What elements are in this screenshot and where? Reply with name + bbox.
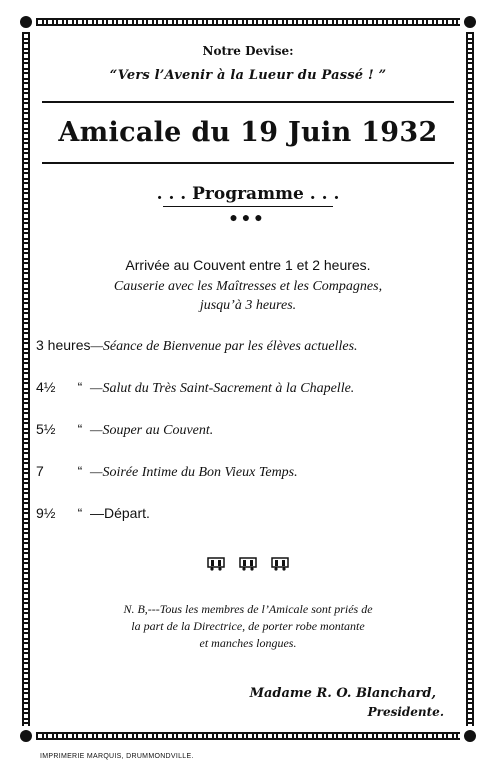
arrival-text: Arrivée au Couvent entre 1 et 2 heures. <box>125 257 371 273</box>
schedule-activity: —Soirée Intime du Bon Vieux Temps. <box>90 465 298 480</box>
note-line: la part de la Directrice, de porter robe montante <box>131 619 365 633</box>
note-line: et manches longues. <box>199 636 297 650</box>
programme-heading <box>36 184 460 207</box>
ditto-mark: “ <box>77 505 83 521</box>
programme-dots: ●●● <box>229 211 267 226</box>
schedule-row <box>36 505 460 547</box>
schedule-time: 7 <box>36 463 44 479</box>
schedule-list <box>36 337 460 547</box>
corner-ornament <box>20 730 32 742</box>
schedule-time: 9½ <box>36 505 56 521</box>
motto: “Vers l’Avenir à la Lueur du Passé ! ” <box>109 68 387 83</box>
note-line: N. B,---Tous les membres de l’Amicale sont priés de <box>123 602 373 616</box>
corner-ornament <box>20 16 32 28</box>
divider-rule <box>42 101 454 103</box>
schedule-row <box>36 379 460 421</box>
printer-imprint: IMPRIMERIE MARQUIS, DRUMMONDVILLE. <box>40 753 194 760</box>
schedule-row <box>36 337 460 379</box>
programme-heading-text: . . . Programme . . . <box>156 184 340 204</box>
schedule-time: 4½ <box>36 379 56 395</box>
schedule-time: 5½ <box>36 421 56 437</box>
ornament-row <box>36 557 460 571</box>
signature-name: Madame R. O. Blanchard, <box>249 686 436 701</box>
page-title: Amicale du 19 Juin 1932 <box>58 117 438 148</box>
ditto-mark: “ <box>77 421 83 437</box>
ditto-mark: “ <box>77 379 83 395</box>
schedule-row <box>36 463 460 505</box>
ornament-icon <box>207 557 225 571</box>
causerie-line: jusqu’à 3 heures. <box>199 298 297 313</box>
schedule-time: 3 heures <box>36 337 91 353</box>
schedule-activity: —Départ. <box>90 505 150 521</box>
schedule-row <box>36 421 460 463</box>
schedule-activity: —Souper au Couvent. <box>90 423 214 438</box>
ornament-icon <box>239 557 257 571</box>
divider-rule <box>42 162 454 164</box>
programme-card <box>36 30 460 719</box>
ornament-icon <box>271 557 289 571</box>
signature-block <box>36 686 444 719</box>
chain-border-top <box>36 18 460 26</box>
chain-border-left <box>22 32 30 726</box>
motto-label: Notre Devise: <box>202 44 294 58</box>
causerie-text <box>36 277 460 315</box>
note-block <box>36 601 460 652</box>
programme-underline <box>163 206 333 207</box>
causerie-line: Causerie avec les Maîtresses et les Compagnes, <box>113 279 383 294</box>
corner-ornament <box>464 16 476 28</box>
schedule-activity: —Salut du Très Saint-Sacrement à la Chapelle. <box>90 381 355 396</box>
chain-border-right <box>466 32 474 726</box>
schedule-activity: —Séance de Bienvenue par les élèves actuelles. <box>90 339 358 354</box>
chain-border-bottom <box>36 732 460 740</box>
signature-title: Presidente. <box>367 705 444 719</box>
ditto-mark: “ <box>77 463 83 479</box>
corner-ornament <box>464 730 476 742</box>
